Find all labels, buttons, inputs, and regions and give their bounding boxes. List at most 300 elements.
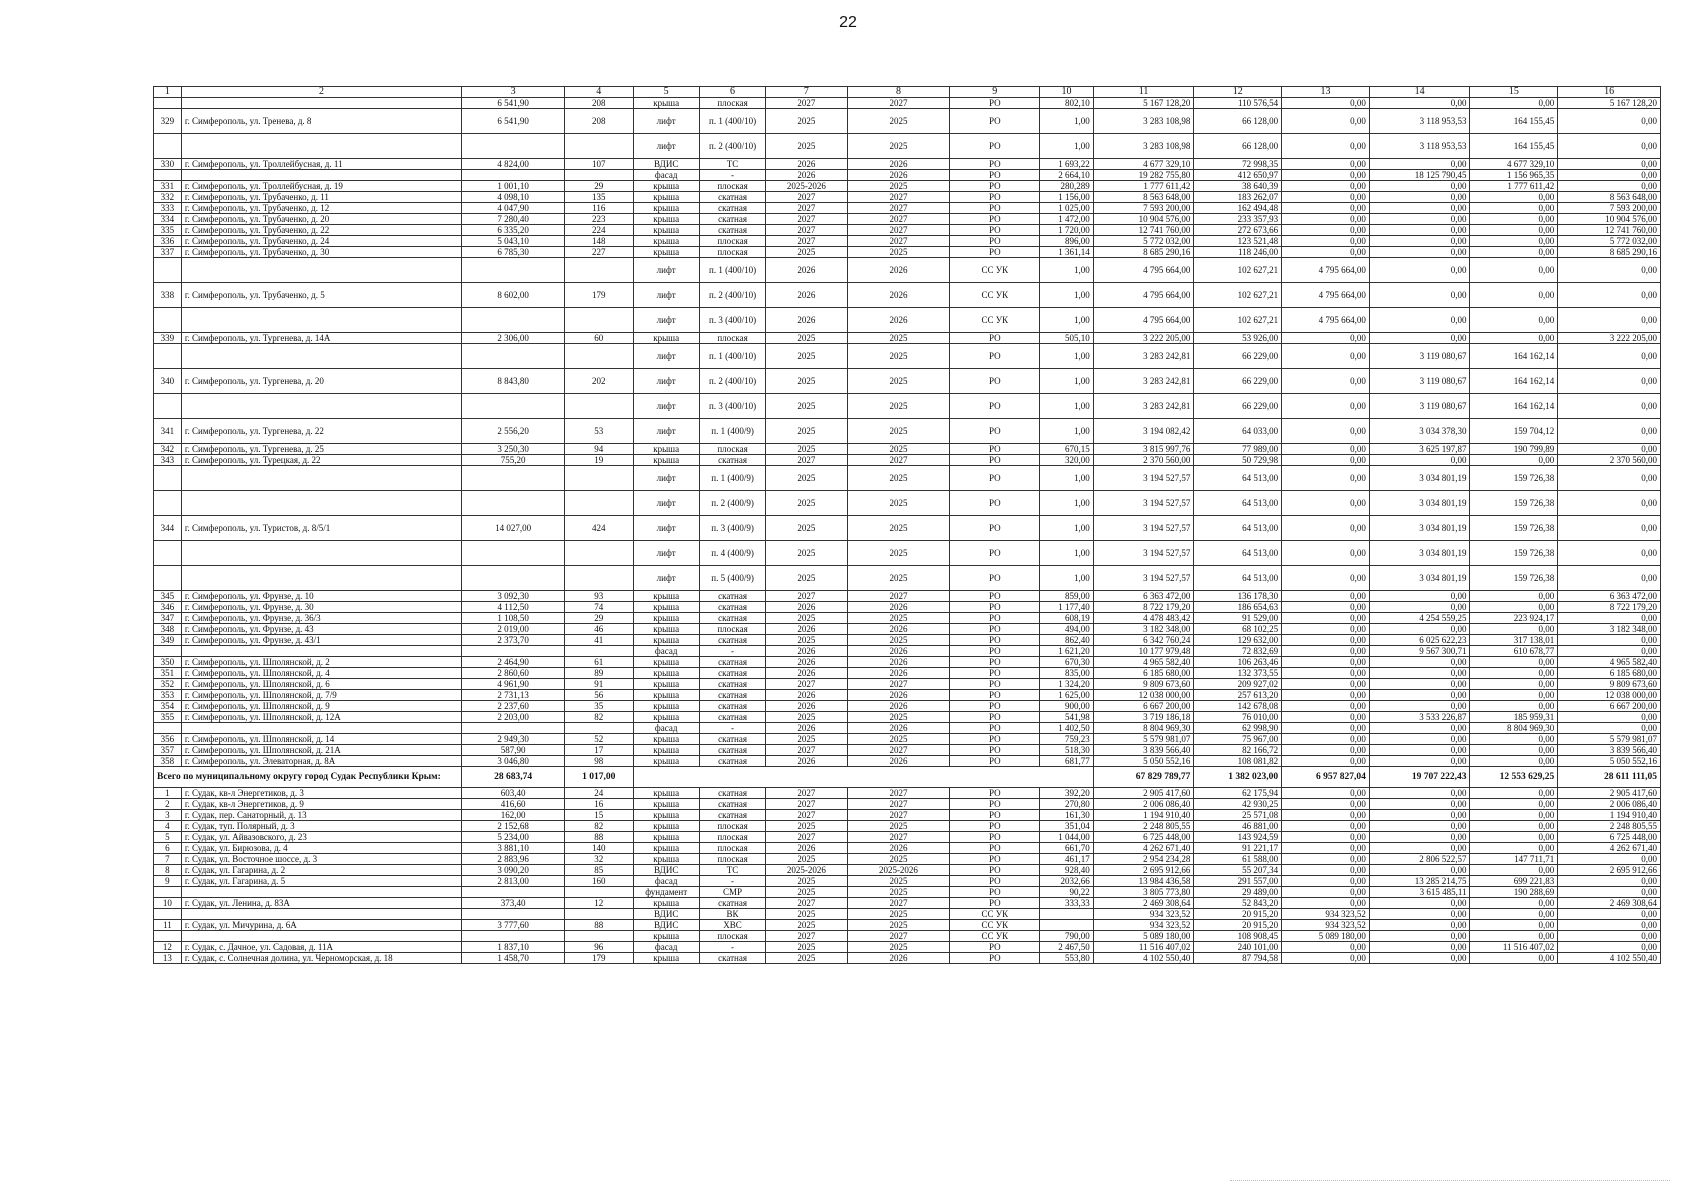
element-type-cell: - [699, 876, 765, 887]
table-row [154, 602, 1661, 613]
fund-col14-cell: 18 125 790,45 [1369, 170, 1470, 181]
address-cell: г. Судак, с. Дачное, ул. Садовая, д. 11А [181, 942, 461, 953]
owners-funds-cell: 0,00 [1282, 668, 1370, 679]
owners-funds-cell: 0,00 [1282, 247, 1370, 258]
owners-funds-cell: 0,00 [1282, 591, 1370, 602]
element-cell: крыша [633, 799, 699, 810]
year-planned-cell: 2025 [766, 247, 847, 258]
table-row [154, 788, 1661, 799]
element-type-cell: п. 2 (400/10) [699, 283, 765, 308]
apartments-cell: 82 [565, 821, 634, 832]
area-cell: 6 541,90 [462, 98, 565, 109]
year-completion-cell: 2026 [847, 283, 950, 308]
fund-col16-cell: 2 248 805,55 [1558, 821, 1661, 832]
total-cost-cell: 3 283 242,81 [1093, 394, 1194, 419]
element-type-cell: плоская [699, 832, 765, 843]
total-owners-funds-cell: 6 957 827,04 [1282, 767, 1370, 788]
fund-col16-cell: 0,00 [1558, 466, 1661, 491]
apartments-cell: 82 [565, 712, 634, 723]
apartments-cell: 85 [565, 865, 634, 876]
element-cell: крыша [633, 745, 699, 756]
total-area-cell: 28 683,74 [462, 767, 565, 788]
year-completion-cell: 2027 [847, 799, 950, 810]
year-completion-cell: 2027 [847, 679, 950, 690]
fund-col14-cell: 0,00 [1369, 455, 1470, 466]
row-number-cell [154, 98, 182, 109]
total-cost-cell: 10 904 576,00 [1093, 214, 1194, 225]
quantity-cell: 90,22 [1040, 887, 1094, 898]
year-completion-cell: 2025 [847, 541, 950, 566]
estimate-cost-cell: 64 513,00 [1194, 516, 1282, 541]
apartments-cell: 93 [565, 591, 634, 602]
year-planned-cell: 2025-2026 [766, 181, 847, 192]
element-type-cell: скатная [699, 455, 765, 466]
quantity-cell [1040, 909, 1094, 920]
row-number-cell: 11 [154, 920, 182, 931]
element-cell: крыша [633, 591, 699, 602]
owners-funds-cell: 0,00 [1282, 344, 1370, 369]
estimate-cost-cell: 25 571,08 [1194, 810, 1282, 821]
area-cell: 1 001,10 [462, 181, 565, 192]
fund-col14-cell: 0,00 [1369, 898, 1470, 909]
apartments-cell: 12 [565, 898, 634, 909]
fund-col14-cell: 0,00 [1369, 192, 1470, 203]
apartments-cell: 61 [565, 657, 634, 668]
fund-col16-cell: 2 905 417,60 [1558, 788, 1661, 799]
quantity-cell: 541,98 [1040, 712, 1094, 723]
apartments-cell [565, 909, 634, 920]
owners-funds-cell: 0,00 [1282, 679, 1370, 690]
quantity-cell: 2 664,10 [1040, 170, 1094, 181]
column-number-cell: 7 [766, 87, 847, 98]
owners-funds-cell: 0,00 [1282, 953, 1370, 964]
total-cost-cell: 6 185 680,00 [1093, 668, 1194, 679]
address-cell: г. Симферополь, ул. Фрунзе, д. 10 [181, 591, 461, 602]
element-type-cell: п. 4 (400/9) [699, 541, 765, 566]
fund-col14-cell: 0,00 [1369, 942, 1470, 953]
fund-col16-cell: 0,00 [1558, 909, 1661, 920]
address-cell: г. Симферополь, ул. Трубаченко, д. 12 [181, 203, 461, 214]
year-planned-cell: 2027 [766, 799, 847, 810]
area-cell: 5 234,00 [462, 832, 565, 843]
quantity-cell: 835,00 [1040, 668, 1094, 679]
element-type-cell: плоская [699, 854, 765, 865]
table-row [154, 541, 1661, 566]
element-type-cell: п. 2 (400/10) [699, 134, 765, 159]
owners-funds-cell: 0,00 [1282, 646, 1370, 657]
fund-col14-cell: 0,00 [1369, 723, 1470, 734]
element-cell: ВДИС [633, 865, 699, 876]
area-cell: 1 108,50 [462, 613, 565, 624]
total-cost-cell: 8 722 179,20 [1093, 602, 1194, 613]
total-cost-cell: 3 815 997,76 [1093, 444, 1194, 455]
element-type-cell: п. 2 (400/10) [699, 369, 765, 394]
row-number-cell: 2 [154, 799, 182, 810]
fund-col15-cell: 4 677 329,10 [1470, 159, 1558, 170]
apartments-cell: 60 [565, 333, 634, 344]
total-col16-cell: 28 611 111,05 [1558, 767, 1661, 788]
owners-funds-cell: 0,00 [1282, 541, 1370, 566]
total-col15-cell: 12 553 629,25 [1470, 767, 1558, 788]
fund-source-cell: РО [950, 646, 1040, 657]
quantity-cell: 681,77 [1040, 756, 1094, 767]
year-planned-cell: 2027 [766, 214, 847, 225]
area-cell: 2 949,30 [462, 734, 565, 745]
fund-source-cell: РО [950, 657, 1040, 668]
row-number-cell [154, 909, 182, 920]
owners-funds-cell: 0,00 [1282, 170, 1370, 181]
apartments-cell [565, 170, 634, 181]
element-type-cell: СМР [699, 887, 765, 898]
row-number-cell: 355 [154, 712, 182, 723]
row-number-cell: 332 [154, 192, 182, 203]
apartments-cell: 135 [565, 192, 634, 203]
fund-col15-cell: 0,00 [1470, 690, 1558, 701]
apartments-cell [565, 566, 634, 591]
table-row [154, 159, 1661, 170]
fund-col15-cell: 0,00 [1470, 843, 1558, 854]
owners-funds-cell: 0,00 [1282, 690, 1370, 701]
row-number-cell [154, 394, 182, 419]
owners-funds-cell: 0,00 [1282, 788, 1370, 799]
fund-source-cell: РО [950, 756, 1040, 767]
total-cost-cell: 3 719 186,18 [1093, 712, 1194, 723]
address-cell: г. Симферополь, ул. Шполянской, д. 9 [181, 701, 461, 712]
element-cell: лифт [633, 419, 699, 444]
fund-col14-cell: 0,00 [1369, 247, 1470, 258]
element-cell: крыша [633, 181, 699, 192]
area-cell: 4 112,50 [462, 602, 565, 613]
address-cell [181, 258, 461, 283]
fund-col15-cell: 0,00 [1470, 810, 1558, 821]
owners-funds-cell: 0,00 [1282, 225, 1370, 236]
fund-col16-cell: 0,00 [1558, 942, 1661, 953]
area-cell [462, 887, 565, 898]
address-cell [181, 466, 461, 491]
total-cost-cell: 4 262 671,40 [1093, 843, 1194, 854]
fund-col15-cell: 159 704,12 [1470, 419, 1558, 444]
year-completion-cell: 2025 [847, 712, 950, 723]
owners-funds-cell: 0,00 [1282, 756, 1370, 767]
year-planned-cell: 2025 [766, 491, 847, 516]
table-row [154, 109, 1661, 134]
quantity-cell: 392,20 [1040, 788, 1094, 799]
table-row [154, 942, 1661, 953]
fund-source-cell: РО [950, 898, 1040, 909]
table-row [154, 799, 1661, 810]
total-cost-cell: 2 905 417,60 [1093, 788, 1194, 799]
estimate-cost-cell: 412 650,97 [1194, 170, 1282, 181]
owners-funds-cell: 0,00 [1282, 394, 1370, 419]
row-number-cell: 351 [154, 668, 182, 679]
quantity-cell: 896,00 [1040, 236, 1094, 247]
estimate-cost-cell: 64 513,00 [1194, 566, 1282, 591]
apartments-cell: 19 [565, 455, 634, 466]
element-type-cell: п. 5 (400/9) [699, 566, 765, 591]
area-cell [462, 646, 565, 657]
row-number-cell: 349 [154, 635, 182, 646]
fund-col14-cell: 0,00 [1369, 679, 1470, 690]
quantity-cell: 1 156,00 [1040, 192, 1094, 203]
table-row [154, 646, 1661, 657]
area-cell [462, 931, 565, 942]
fund-col16-cell: 0,00 [1558, 635, 1661, 646]
owners-funds-cell: 0,00 [1282, 369, 1370, 394]
address-cell: г. Симферополь, ул. Троллейбусная, д. 11 [181, 159, 461, 170]
year-completion-cell: 2027 [847, 203, 950, 214]
fund-source-cell: РО [950, 236, 1040, 247]
address-cell: г. Судак, ул. Бирюзова, д. 4 [181, 843, 461, 854]
fund-col15-cell: 0,00 [1470, 258, 1558, 283]
estimate-cost-cell: 50 729,98 [1194, 455, 1282, 466]
apartments-cell [565, 466, 634, 491]
year-completion-cell: 2026 [847, 701, 950, 712]
fund-col14-cell: 0,00 [1369, 602, 1470, 613]
area-cell [462, 566, 565, 591]
fund-col15-cell: 147 711,71 [1470, 854, 1558, 865]
estimate-cost-cell: 53 926,00 [1194, 333, 1282, 344]
fund-col15-cell: 0,00 [1470, 745, 1558, 756]
element-type-cell: плоская [699, 931, 765, 942]
address-cell: г. Симферополь, ул. Тургенева, д. 20 [181, 369, 461, 394]
address-cell: г. Симферополь, ул. Элеваторная, д. 8А [181, 756, 461, 767]
fund-col15-cell: 0,00 [1470, 953, 1558, 964]
table-row [154, 821, 1661, 832]
area-cell: 3 046,80 [462, 756, 565, 767]
fund-col16-cell: 0,00 [1558, 344, 1661, 369]
year-planned-cell: 2025 [766, 712, 847, 723]
year-completion-cell: 2026 [847, 308, 950, 333]
fund-col16-cell: 12 038 000,00 [1558, 690, 1661, 701]
estimate-cost-cell: 257 613,20 [1194, 690, 1282, 701]
element-cell: крыша [633, 821, 699, 832]
element-cell: лифт [633, 466, 699, 491]
fund-col14-cell: 0,00 [1369, 810, 1470, 821]
element-cell: фасад [633, 723, 699, 734]
quantity-cell: 1,00 [1040, 491, 1094, 516]
fund-col15-cell: 0,00 [1470, 920, 1558, 931]
fund-col14-cell: 3 615 485,11 [1369, 887, 1470, 898]
element-type-cell: п. 2 (400/9) [699, 491, 765, 516]
fund-col15-cell: 0,00 [1470, 657, 1558, 668]
element-cell: лифт [633, 283, 699, 308]
total-cost-cell: 934 323,52 [1093, 920, 1194, 931]
fund-source-cell: РО [950, 247, 1040, 258]
fund-col15-cell: 8 804 969,30 [1470, 723, 1558, 734]
fund-source-cell: РО [950, 566, 1040, 591]
year-planned-cell: 2025 [766, 394, 847, 419]
area-cell [462, 909, 565, 920]
fund-col15-cell: 0,00 [1470, 624, 1558, 635]
element-type-cell: скатная [699, 668, 765, 679]
fund-col16-cell: 0,00 [1558, 134, 1661, 159]
total-cost-cell: 19 282 755,80 [1093, 170, 1194, 181]
total-cost-cell: 10 177 979,48 [1093, 646, 1194, 657]
table-row [154, 181, 1661, 192]
row-number-cell: 337 [154, 247, 182, 258]
address-cell: г. Симферополь, ул. Трубаченко, д. 24 [181, 236, 461, 247]
estimate-cost-cell: 61 588,00 [1194, 854, 1282, 865]
fund-col14-cell: 3 118 953,53 [1369, 109, 1470, 134]
quantity-cell: 1,00 [1040, 394, 1094, 419]
year-planned-cell: 2025 [766, 887, 847, 898]
owners-funds-cell: 0,00 [1282, 466, 1370, 491]
element-cell: крыша [633, 734, 699, 745]
area-cell: 2 373,70 [462, 635, 565, 646]
total-cost-cell: 1 777 611,42 [1093, 181, 1194, 192]
year-planned-cell: 2025 [766, 466, 847, 491]
area-cell [462, 394, 565, 419]
estimate-cost-cell: 52 843,20 [1194, 898, 1282, 909]
fund-col16-cell: 9 809 673,60 [1558, 679, 1661, 690]
owners-funds-cell: 0,00 [1282, 898, 1370, 909]
address-cell: г. Судак, ул. Ленина, д. 83А [181, 898, 461, 909]
area-cell: 6 335,20 [462, 225, 565, 236]
year-completion-cell: 2026 [847, 953, 950, 964]
fund-col16-cell: 0,00 [1558, 444, 1661, 455]
element-cell: крыша [633, 214, 699, 225]
owners-funds-cell: 5 089 180,00 [1282, 931, 1370, 942]
element-type-cell: п. 1 (400/10) [699, 258, 765, 283]
element-cell: крыша [633, 854, 699, 865]
total-label-cell: Всего по муниципальному округу город Судак Республики Крым: [154, 767, 462, 788]
estimate-cost-cell: 129 632,00 [1194, 635, 1282, 646]
area-cell: 1 458,70 [462, 953, 565, 964]
apartments-cell: 227 [565, 247, 634, 258]
fund-col15-cell: 0,00 [1470, 98, 1558, 109]
row-number-cell: 6 [154, 843, 182, 854]
table-row [154, 566, 1661, 591]
estimate-cost-cell: 64 513,00 [1194, 466, 1282, 491]
address-cell [181, 98, 461, 109]
fund-col16-cell: 7 593 200,00 [1558, 203, 1661, 214]
owners-funds-cell: 0,00 [1282, 203, 1370, 214]
apartments-cell: 88 [565, 920, 634, 931]
year-planned-cell: 2026 [766, 843, 847, 854]
total-cost-cell: 9 809 673,60 [1093, 679, 1194, 690]
area-cell: 6 785,30 [462, 247, 565, 258]
row-number-cell: 340 [154, 369, 182, 394]
page-number: 22 [839, 14, 857, 31]
fund-col15-cell: 0,00 [1470, 602, 1558, 613]
fund-source-cell: РО [950, 591, 1040, 602]
total-cost-cell: 8 563 648,00 [1093, 192, 1194, 203]
address-cell: г. Симферополь, ул. Шполянской, д. 12А [181, 712, 461, 723]
element-type-cell: плоская [699, 843, 765, 854]
column-number-cell: 12 [1194, 87, 1282, 98]
row-number-cell: 352 [154, 679, 182, 690]
address-cell: г. Симферополь, ул. Шполянской, д. 6 [181, 679, 461, 690]
year-planned-cell: 2026 [766, 701, 847, 712]
year-planned-cell: 2027 [766, 225, 847, 236]
owners-funds-cell: 0,00 [1282, 810, 1370, 821]
owners-funds-cell: 0,00 [1282, 159, 1370, 170]
element-type-cell: скатная [699, 635, 765, 646]
element-cell: крыша [633, 843, 699, 854]
area-cell: 587,90 [462, 745, 565, 756]
fund-source-cell: РО [950, 602, 1040, 613]
element-cell: лифт [633, 566, 699, 591]
element-type-cell: п. 1 (400/10) [699, 344, 765, 369]
row-number-cell [154, 541, 182, 566]
fund-col15-cell: 1 777 611,42 [1470, 181, 1558, 192]
estimate-cost-cell: 66 229,00 [1194, 369, 1282, 394]
row-number-cell: 357 [154, 745, 182, 756]
area-cell: 373,40 [462, 898, 565, 909]
area-cell [462, 466, 565, 491]
fund-col15-cell: 0,00 [1470, 283, 1558, 308]
fund-col15-cell: 0,00 [1470, 192, 1558, 203]
table-row [154, 679, 1661, 690]
estimate-cost-cell: 62 175,94 [1194, 788, 1282, 799]
owners-funds-cell: 0,00 [1282, 214, 1370, 225]
element-type-cell: - [699, 646, 765, 657]
area-cell: 3 090,20 [462, 865, 565, 876]
quantity-cell: 1 177,40 [1040, 602, 1094, 613]
area-cell: 3 092,30 [462, 591, 565, 602]
estimate-cost-cell: 72 832,69 [1194, 646, 1282, 657]
quantity-cell: 1,00 [1040, 134, 1094, 159]
fund-col15-cell: 0,00 [1470, 799, 1558, 810]
element-type-cell: плоская [699, 236, 765, 247]
apartments-cell [565, 258, 634, 283]
row-number-cell: 7 [154, 854, 182, 865]
total-cost-cell: 4 965 582,40 [1093, 657, 1194, 668]
area-cell [462, 170, 565, 181]
fund-col16-cell: 4 262 671,40 [1558, 843, 1661, 854]
element-type-cell: скатная [699, 214, 765, 225]
estimate-cost-cell: 72 998,35 [1194, 159, 1282, 170]
quantity-cell: 494,00 [1040, 624, 1094, 635]
fund-source-cell: РО [950, 887, 1040, 898]
year-completion-cell: 2027 [847, 788, 950, 799]
row-number-cell [154, 491, 182, 516]
area-cell: 1 837,10 [462, 942, 565, 953]
address-cell: г. Судак, кв-л Энергетиков, д. 9 [181, 799, 461, 810]
quantity-cell: 1 402,50 [1040, 723, 1094, 734]
owners-funds-cell: 0,00 [1282, 821, 1370, 832]
apartments-cell: 94 [565, 444, 634, 455]
row-number-cell: 13 [154, 953, 182, 964]
element-cell: крыша [633, 247, 699, 258]
fund-col14-cell: 0,00 [1369, 701, 1470, 712]
total-cost-cell: 4 677 329,10 [1093, 159, 1194, 170]
element-cell: крыша [633, 444, 699, 455]
total-cost-cell: 934 323,52 [1093, 909, 1194, 920]
apartments-cell [565, 931, 634, 942]
row-number-cell: 339 [154, 333, 182, 344]
fund-col15-cell: 11 516 407,02 [1470, 942, 1558, 953]
fund-col14-cell: 0,00 [1369, 843, 1470, 854]
year-planned-cell: 2025 [766, 909, 847, 920]
element-type-cell: п. 1 (400/9) [699, 419, 765, 444]
fund-source-cell: РО [950, 953, 1040, 964]
quantity-cell: 1,00 [1040, 258, 1094, 283]
total-cost-cell: 3 283 242,81 [1093, 344, 1194, 369]
owners-funds-cell: 934 323,52 [1282, 909, 1370, 920]
element-type-cell: скатная [699, 953, 765, 964]
element-cell: крыша [633, 788, 699, 799]
estimate-cost-cell: 186 654,63 [1194, 602, 1282, 613]
fund-col14-cell: 0,00 [1369, 203, 1470, 214]
fund-source-cell: РО [950, 394, 1040, 419]
apartments-cell: 116 [565, 203, 634, 214]
element-cell: крыша [633, 690, 699, 701]
total-cost-cell: 5 050 552,16 [1093, 756, 1194, 767]
element-cell: фасад [633, 942, 699, 953]
element-type-cell: ХВС [699, 920, 765, 931]
year-planned-cell: 2027 [766, 98, 847, 109]
